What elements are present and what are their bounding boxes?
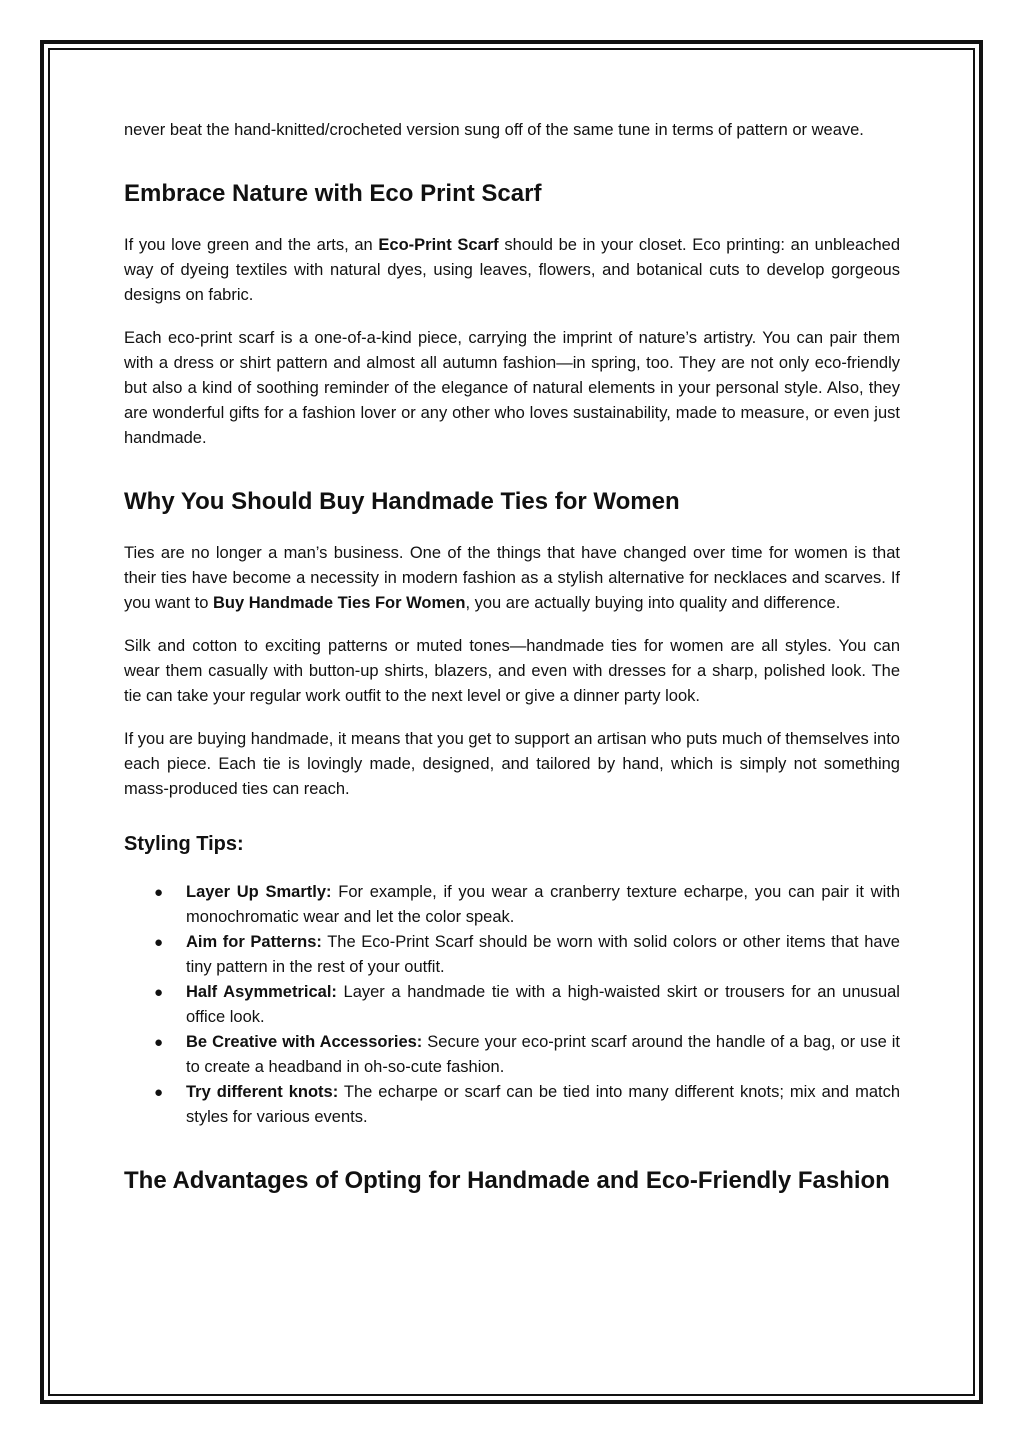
list-item <box>124 1080 900 1130</box>
bullet-icon: ● <box>154 884 164 901</box>
tip-text: The Eco-Print Scarf should be worn with solid colors or other items that have tiny pattern in the rest of your outfit. <box>186 933 900 976</box>
tip-text: Layer a handmade tie with a high-waisted skirt or trousers for an unusual office look. <box>186 983 900 1026</box>
document-body <box>124 118 900 1220</box>
tip-text: The echarpe or scarf can be tied into many different knots; mix and match styles for various events. <box>186 1083 901 1126</box>
eco-scarf-paragraph-1 <box>124 233 900 308</box>
heading-advantages-handmade: The Advantages of Opting for Handmade and Eco-Friendly Fashion <box>124 1167 890 1194</box>
tip-title: Be Creative with Accessories: <box>186 1033 423 1051</box>
ties-paragraph-2: Silk and cotton to exciting patterns or muted tones—handmade ties for women are all styles. You can wear them casually with button-up shirts, blazers, and even with dresses for a sharp, polished look. The tie can take your regular work outfit to the next level or give a dinner party look. <box>124 637 900 705</box>
buy-handmade-ties-keyword: Buy Handmade Ties For Women <box>212 594 466 612</box>
bullet-icon: ● <box>154 934 164 951</box>
list-item <box>124 880 900 930</box>
eco-scarf-paragraph-2: Each eco-print scarf is a one-of-a-kind piece, carrying the imprint of nature’s artistry. You can pair them with a dress or shirt pattern and almost all autumn fashion—in spring, too. They are not only eco-friendly but also a kind of soothing reminder of the elegance of natural elements in your personal style. Also, they are wonderful gifts for a fashion lover or any other who loves sustainability, made to measure, or even just handmade. <box>124 329 900 447</box>
eco-scarf-p1-text-a: If you love green and the arts, an <box>124 236 379 254</box>
ties-paragraph-1 <box>124 541 900 616</box>
ties-paragraph-3: If you are buying handmade, it means that you get to support an artisan who puts much of themselves into each piece. Each tie is lovingly made, designed, and tailored by hand, which is simply not something mass-produced ties can reach. <box>124 730 900 798</box>
bullet-icon: ● <box>154 1084 164 1101</box>
tip-title: Layer Up Smartly: <box>186 883 332 901</box>
list-item <box>124 1030 900 1080</box>
list-item <box>124 980 900 1030</box>
ties-p1-text-b: , you are actually buying into quality and difference. <box>465 594 841 612</box>
tip-title: Aim for Patterns: <box>186 933 322 951</box>
tip-title: Try different knots: <box>186 1083 339 1101</box>
bullet-icon: ● <box>154 984 164 1001</box>
tip-title: Half Asymmetrical: <box>186 983 337 1001</box>
bullet-icon: ● <box>154 1034 164 1051</box>
ties-p1-text-a: Ties are no longer a man’s business. One of the things that have changed over time for women is that their ties have become a necessity in modern fashion as a stylish alternative for necklaces and scarves. If you want to <box>124 544 900 612</box>
heading-eco-print-scarf: Embrace Nature with Eco Print Scarf <box>124 180 542 207</box>
list-item <box>124 930 900 980</box>
eco-print-scarf-keyword: Eco-Print Scarf <box>378 236 499 254</box>
eco-scarf-p1-text-b: should be in your closet. Eco printing: an unbleached way of dyeing textiles with natural dyes, using leaves, flowers, and botanical cuts to develop gorgeous designs on fabric. <box>124 236 901 304</box>
tip-text: For example, if you wear a cranberry texture echarpe, you can pair it with monochromatic wear and let the color speak. <box>186 883 900 926</box>
intro-paragraph: never beat the hand-knitted/crocheted version sung off of the same tune in terms of pattern or weave. <box>124 121 864 139</box>
tip-text: Secure your eco-print scarf around the handle of a bag, or use it to create a headband in oh-so-cute fashion. <box>186 1033 900 1076</box>
heading-styling-tips: Styling Tips: <box>124 833 244 855</box>
styling-tips-list <box>124 880 900 1130</box>
heading-handmade-ties: Why You Should Buy Handmade Ties for Women <box>124 488 680 515</box>
